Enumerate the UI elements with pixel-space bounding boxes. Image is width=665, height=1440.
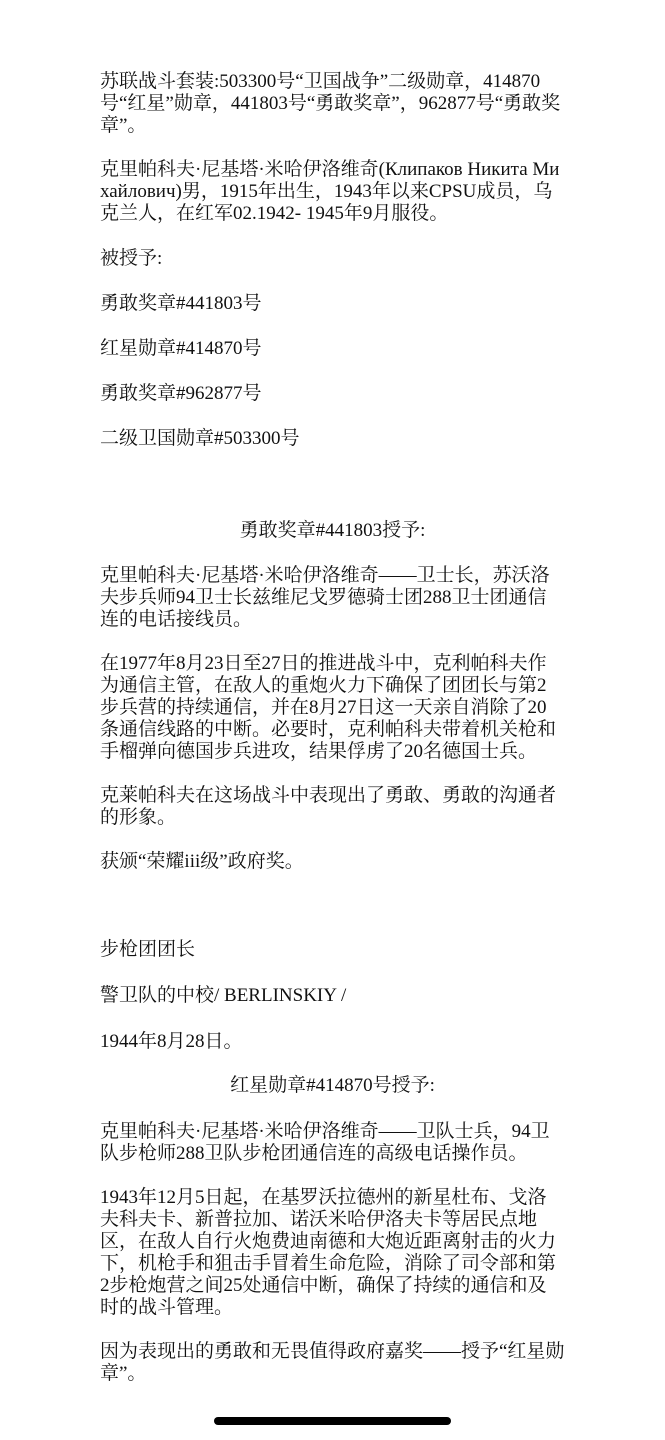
award-item: 勇敢奖章#962877号 — [100, 383, 262, 404]
awarded-label: 被授予: — [100, 248, 163, 269]
citation-1-paragraph: 在1977年8月23日至27日的推进战斗中，克利帕科夫作为通信主管，在敌人的重炮火力下确保了团团长与第2步兵营的持续通信，并在8月27日这一天亲自消除了20条通信线路的中断。必要时，克利帕科夫带着机关枪和手榴弹向德国步兵进攻，结果俘虏了20名德国士兵。 — [100, 653, 557, 762]
signature-date: 1944年8月28日。 — [100, 1031, 243, 1052]
citation-1-paragraph: 克莱帕科夫在这场战斗中表现出了勇敢、勇敢的沟通者的形象。 — [100, 785, 557, 828]
award-item: 二级卫国勋章#503300号 — [100, 428, 300, 449]
citation-2-paragraph: 克里帕科夫·尼基塔·米哈伊洛维奇——卫队士兵，94卫队步枪师288卫队步枪团通信连的高级电话操作员。 — [100, 1121, 550, 1164]
citation-2-heading: 红星勋章#414870号授予: — [230, 1075, 435, 1096]
signature-rank-name: 警卫队的中校/ BERLINSKIY / — [100, 985, 347, 1006]
citation-1-paragraph: 克里帕科夫·尼基塔·米哈伊洛维奇——卫士长，苏沃洛夫步兵师94卫士长兹维尼戈罗德骑士团288卫士团通信连的电话接线员。 — [100, 565, 550, 630]
bio-paragraph: 克里帕科夫·尼基塔·米哈伊洛维奇(Клипаков Никита Михайлович)男，1915年出生，1943年以来CPSU成员，乌克兰人，在红军02.1942- 1945年9月服役。 — [100, 159, 560, 224]
intro-paragraph: 苏联战斗套装:503300号“卫国战争”二级勋章，414870号“红星”勋章，441803号“勇敢奖章”，962877号“勇敢奖章”。 — [100, 71, 561, 136]
citation-1-paragraph: 获颁“荣耀iii级”政府奖。 — [100, 851, 304, 872]
award-item: 勇敢奖章#441803号 — [100, 293, 262, 314]
citation-1-heading: 勇敢奖章#441803授予: — [239, 520, 426, 541]
citation-2-paragraph: 1943年12月5日起，在基罗沃拉德州的新星杜布、戈洛夫科夫卡、新普拉加、诺沃米哈伊洛夫卡等居民点地区，在敌人自行火炮费迪南德和大炮近距离射击的火力下，机枪手和狙击手冒着生命危险，消除了司令部和第2步枪炮营之间25处通信中断，确保了持续的通信和及时的战斗管理。 — [100, 1187, 557, 1318]
signature-title: 步枪团团长 — [100, 939, 196, 960]
document-body — [100, 71, 565, 1385]
home-indicator[interactable] — [214, 1417, 451, 1425]
award-item: 红星勋章#414870号 — [100, 338, 262, 359]
citation-2-paragraph: 因为表现出的勇敢和无畏值得政府嘉奖——授予“红星勋章”。 — [100, 1341, 565, 1384]
